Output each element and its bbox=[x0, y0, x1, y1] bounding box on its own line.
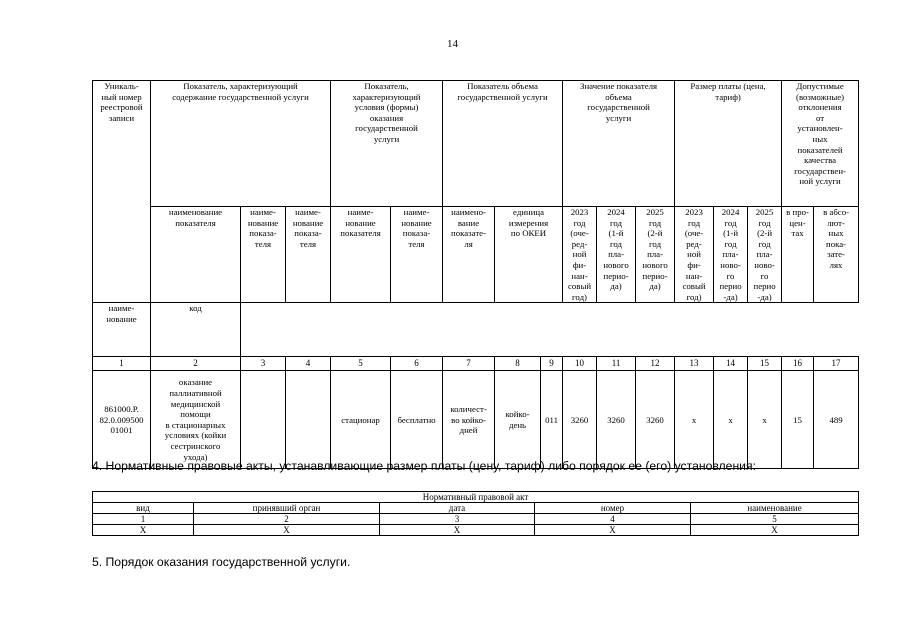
col-name: наименование bbox=[691, 503, 859, 514]
column-number-9: 9 bbox=[541, 357, 563, 371]
header-condition-name-1: наиме- нование показателя bbox=[331, 207, 391, 303]
column-number-12: 12 bbox=[636, 357, 675, 371]
header-indicator-name-3: наиме- нование показа- теля bbox=[286, 207, 331, 303]
value-number: Х bbox=[535, 525, 691, 536]
header-absolute: в абсо- лют- ных пока- зате- лях bbox=[814, 207, 859, 303]
row-deviation-absolute: 489 bbox=[814, 371, 859, 469]
header-fee-size: Размер платы (цена, тариф) bbox=[675, 81, 782, 207]
header-indicator-name-2: наиме- нование показа- теля bbox=[241, 207, 286, 303]
col-number: номер bbox=[535, 503, 691, 514]
header-condition-name-2: наиме- нование показа- теля bbox=[391, 207, 443, 303]
header-content-indicator: Показатель, характеризующий содержание государственной услуги bbox=[151, 81, 331, 207]
row-unit-name: койко- день bbox=[495, 371, 541, 469]
column-number-7: 7 bbox=[443, 357, 495, 371]
page-number: 14 bbox=[447, 38, 458, 50]
column-number-11: 11 bbox=[597, 357, 636, 371]
row-volume-indicator: количест- во койко- дней bbox=[443, 371, 495, 469]
section-4-heading: 4. Нормативные правовые акты, устанавливающие размер платы (цену, тариф) либо порядок ее (его) установления: bbox=[92, 459, 756, 473]
column-number-1: 1 bbox=[93, 357, 151, 371]
header-value-2024: 2024 год (1-й год пла- нового перио- да) bbox=[597, 207, 636, 303]
col-num-4: 4 bbox=[535, 514, 691, 525]
column-number-10: 10 bbox=[563, 357, 597, 371]
header-fee-2025: 2025 год (2-й год пла- ново- го перио -да) bbox=[748, 207, 782, 303]
row-registry-number: 861000.Р. 82.0.009500 01001 bbox=[93, 371, 151, 469]
col-num-2: 2 bbox=[194, 514, 380, 525]
header-unit-name: наиме- нование bbox=[93, 303, 151, 357]
legal-acts-table bbox=[92, 491, 859, 536]
row-indicator-4 bbox=[286, 371, 331, 469]
col-date: дата bbox=[380, 503, 535, 514]
row-fee-2023: х bbox=[675, 371, 714, 469]
column-number-13: 13 bbox=[675, 357, 714, 371]
header-registry-number: Уникаль- ный номер реестровой записи bbox=[93, 81, 151, 303]
header-unit-code: код bbox=[151, 303, 241, 357]
header-volume-name: наимено- вание показате- ля bbox=[443, 207, 495, 303]
value-type: Х bbox=[93, 525, 194, 536]
column-number-5: 5 bbox=[331, 357, 391, 371]
row-unit-code: 011 bbox=[541, 371, 563, 469]
column-number-14: 14 bbox=[714, 357, 748, 371]
value-name: Х bbox=[691, 525, 859, 536]
header-conditions-indicator: Показатель, характеризующий условия (формы) оказания государственной услуги bbox=[331, 81, 443, 207]
row-value-2024: 3260 bbox=[597, 371, 636, 469]
column-number-15: 15 bbox=[748, 357, 782, 371]
header-volume-indicator: Показатель объема государственной услуги bbox=[443, 81, 563, 207]
column-number-4: 4 bbox=[286, 357, 331, 371]
column-number-2: 2 bbox=[151, 357, 241, 371]
header-value-2025: 2025 год (2-й год пла- нового перио- да) bbox=[636, 207, 675, 303]
section-5-heading: 5. Порядок оказания государственной услуги. bbox=[92, 555, 351, 569]
header-unit-okei: единица измерения по ОКЕИ bbox=[495, 207, 563, 303]
column-number-3: 3 bbox=[241, 357, 286, 371]
row-deviation-percent: 15 bbox=[782, 371, 814, 469]
row-value-2025: 3260 bbox=[636, 371, 675, 469]
row-fee-2025: х bbox=[748, 371, 782, 469]
row-fee-2024: х bbox=[714, 371, 748, 469]
column-number-16: 16 bbox=[782, 357, 814, 371]
column-number-17: 17 bbox=[814, 357, 859, 371]
row-condition: стационар bbox=[331, 371, 391, 469]
row-indicator-3 bbox=[241, 371, 286, 469]
row-fee: бесплатно bbox=[391, 371, 443, 469]
header-allowed-deviation: Допустимые (возможные) отклонения от установлен- ных показателей качества государствен- ной услуги bbox=[782, 81, 859, 207]
row-value-2023: 3260 bbox=[563, 371, 597, 469]
value-date: Х bbox=[380, 525, 535, 536]
header-percent: в про- цен- тах bbox=[782, 207, 814, 303]
column-number-6: 6 bbox=[391, 357, 443, 371]
service-indicators-table bbox=[92, 80, 859, 469]
column-number-8: 8 bbox=[495, 357, 541, 371]
header-value-2023: 2023 год (оче- ред- ной фи- нан- совый год) bbox=[563, 207, 597, 303]
header-indicator-name: наименование показателя bbox=[151, 207, 241, 303]
col-num-5: 5 bbox=[691, 514, 859, 525]
row-service-content: оказание паллиативной медицинской помощи в стационарных условиях (койки сестринского ухода) bbox=[151, 371, 241, 469]
header-volume-value: Значение показателя объема государственной услуги bbox=[563, 81, 675, 207]
col-type: вид bbox=[93, 503, 194, 514]
header-fee-2024: 2024 год (1-й год пла- ново- го перио -да) bbox=[714, 207, 748, 303]
header-fee-2023: 2023 год (оче- ред- ной фи- нан- совый год) bbox=[675, 207, 714, 303]
legal-act-title: Нормативный правовой акт bbox=[93, 492, 859, 503]
col-num-1: 1 bbox=[93, 514, 194, 525]
col-authority: принявший орган bbox=[194, 503, 380, 514]
value-authority: Х bbox=[194, 525, 380, 536]
col-num-3: 3 bbox=[380, 514, 535, 525]
